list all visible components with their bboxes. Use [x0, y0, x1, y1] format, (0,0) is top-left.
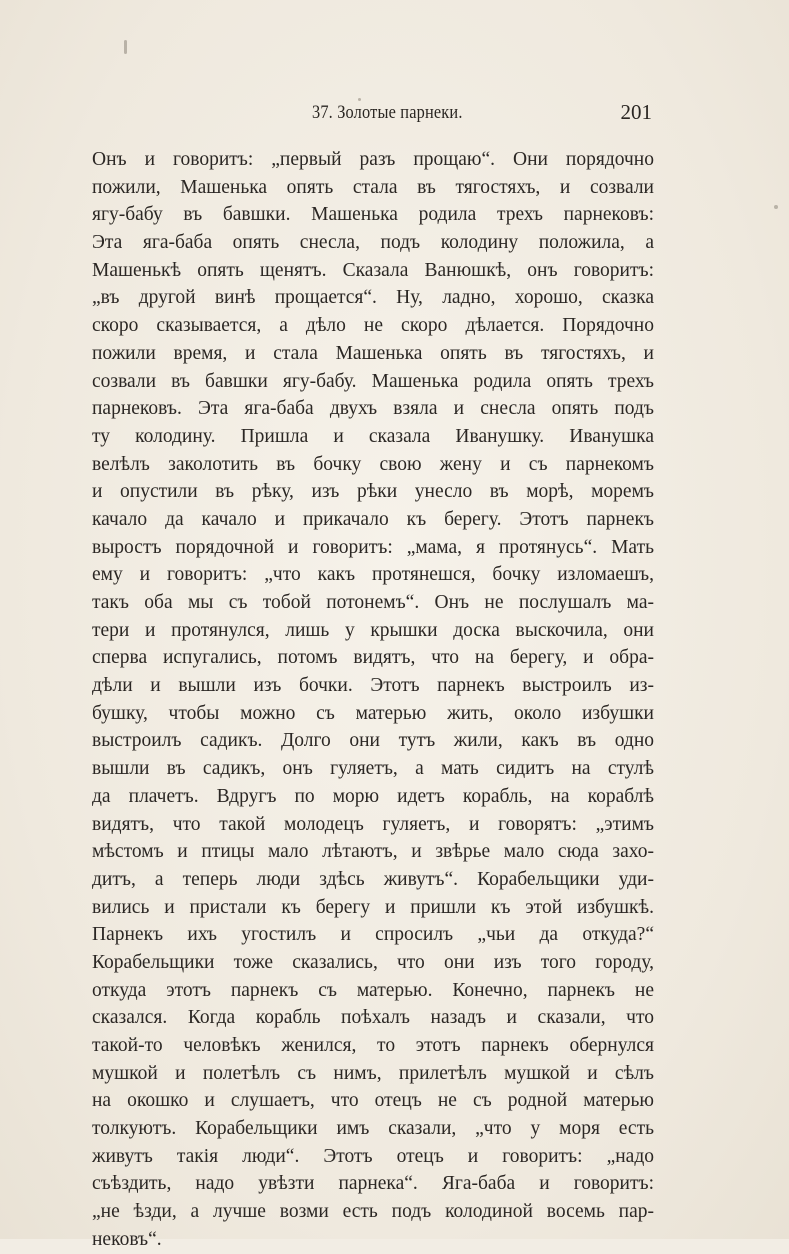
page-header — [90, 100, 652, 128]
text-line: такой-то человѣкъ женился, то этотъ парнекъ обернулся — [92, 1035, 654, 1056]
text-line: мушкой и полетѣлъ съ нимъ, прилетѣлъ мушкой и сѣлъ — [92, 1062, 654, 1084]
text-line: живутъ такія люди“. Этотъ отецъ и говоритъ: „надо — [92, 1145, 654, 1167]
text-line: парнековъ. Эта яга-баба двухъ взяла и снесла опять подъ — [92, 398, 654, 420]
text-line: дитъ, а теперь люди здѣсь живутъ“. Корабельщики уди- — [92, 868, 654, 890]
text-line: нековъ“. — [92, 1228, 162, 1250]
text-line: тери и протянулся, лишь у крышки доска выскочила, они — [92, 619, 654, 641]
text-line: видятъ, что такой молодецъ гуляетъ, и говорятъ: „этимъ — [92, 813, 654, 835]
text-line: скоро сказывается, а дѣло не скоро дѣлается. Порядочно — [92, 315, 654, 337]
text-line: да плачетъ. Вдругъ по морю идетъ корабль, на кораблѣ — [92, 785, 654, 807]
text-line: Эта яга-баба опять снесла, подъ колодину положила, а — [92, 232, 654, 254]
story-text — [92, 146, 654, 1254]
text-line: вышли въ садикъ, онъ гуляетъ, а мать сидитъ на стулѣ — [92, 758, 654, 780]
text-line: „въ другой винѣ прощается“. Ну, ладно, хорошо, сказка — [92, 287, 654, 309]
text-line: велѣлъ заколотить въ бочку свою жену и съ парнекомъ — [92, 453, 654, 475]
text-line: ягу-бабу въ бавшки. Машенька родила трехъ парнековъ: — [92, 204, 654, 226]
text-line: такъ оба мы съ тобой потонемъ“. Онъ не послушалъ ма- — [92, 592, 654, 613]
text-line: вились и пристали къ берегу и пришли къ этой избушкѣ. — [92, 896, 654, 918]
text-line: Корабельщики тоже сказались, что они изъ того городу, — [92, 951, 654, 973]
text-line: съѣздить, надо увѣзти парнека“. Яга-баба и говоритъ: — [92, 1173, 654, 1195]
text-line: мѣстомъ и птицы мало лѣтаютъ, и звѣрье мало сюда захо- — [92, 841, 654, 863]
text-line: качало да качало и прикачало къ берегу. Этотъ парнекъ — [92, 508, 654, 530]
text-line: созвали въ бавшки ягу-бабу. Машенька родила опять трехъ — [92, 370, 654, 392]
page-number: 201 — [620, 100, 652, 124]
text-line: и опустили въ рѣку, изъ рѣки унесло въ морѣ, моремъ — [92, 481, 654, 503]
text-line: выстроилъ садикъ. Долго они тутъ жили, какъ въ одно — [92, 730, 654, 752]
text-line: сказался. Когда корабль поѣхалъ назадъ и сказали, что — [92, 1007, 654, 1029]
text-line: бушку, чтобы можно съ матерью жить, около избушки — [92, 702, 654, 724]
paper-speck — [774, 205, 778, 209]
running-title: 37. Золотые парнеки. — [312, 102, 463, 123]
text-line: „не ѣзди, а лучше возми есть подъ колодиной восемь пар- — [92, 1201, 654, 1223]
text-line: толкуютъ. Корабельщики имъ сказали, „что у моря есть — [92, 1118, 654, 1140]
text-line: ему и говоритъ: „что какъ протянешся, бочку изломаешъ, — [92, 564, 654, 586]
text-line: на окошко и слушаетъ, что отецъ не съ родной матерью — [92, 1090, 654, 1112]
text-line: выростъ порядочной и говоритъ: „мама, я протянусь“. Мать — [92, 536, 654, 558]
text-line: Парнекъ ихъ угостилъ и спросилъ „чьи да откуда?“ — [92, 924, 654, 946]
paper-speck — [124, 40, 127, 54]
text-line: Машенькѣ опять щенятъ. Сказала Ванюшкѣ, онъ говоритъ: — [92, 259, 654, 281]
text-line: пожили, Машенька опять стала въ тягостяхъ, и созвали — [92, 176, 654, 198]
text-line: Онъ и говоритъ: „первый разъ прощаю“. Они порядочно — [92, 149, 654, 170]
text-line: откуда этотъ парнекъ съ матерью. Конечно, парнекъ не — [92, 979, 654, 1001]
text-line: дѣли и вышли изъ бочки. Этотъ парнекъ выстроилъ из- — [92, 675, 654, 697]
text-line: ту колодину. Пришла и сказала Иванушку. Иванушка — [92, 425, 654, 447]
text-line: пожили время, и стала Машенька опять въ тягостяхъ, и — [92, 342, 654, 364]
text-line: сперва испугались, потомъ видятъ, что на берегу, и обра- — [92, 647, 654, 669]
